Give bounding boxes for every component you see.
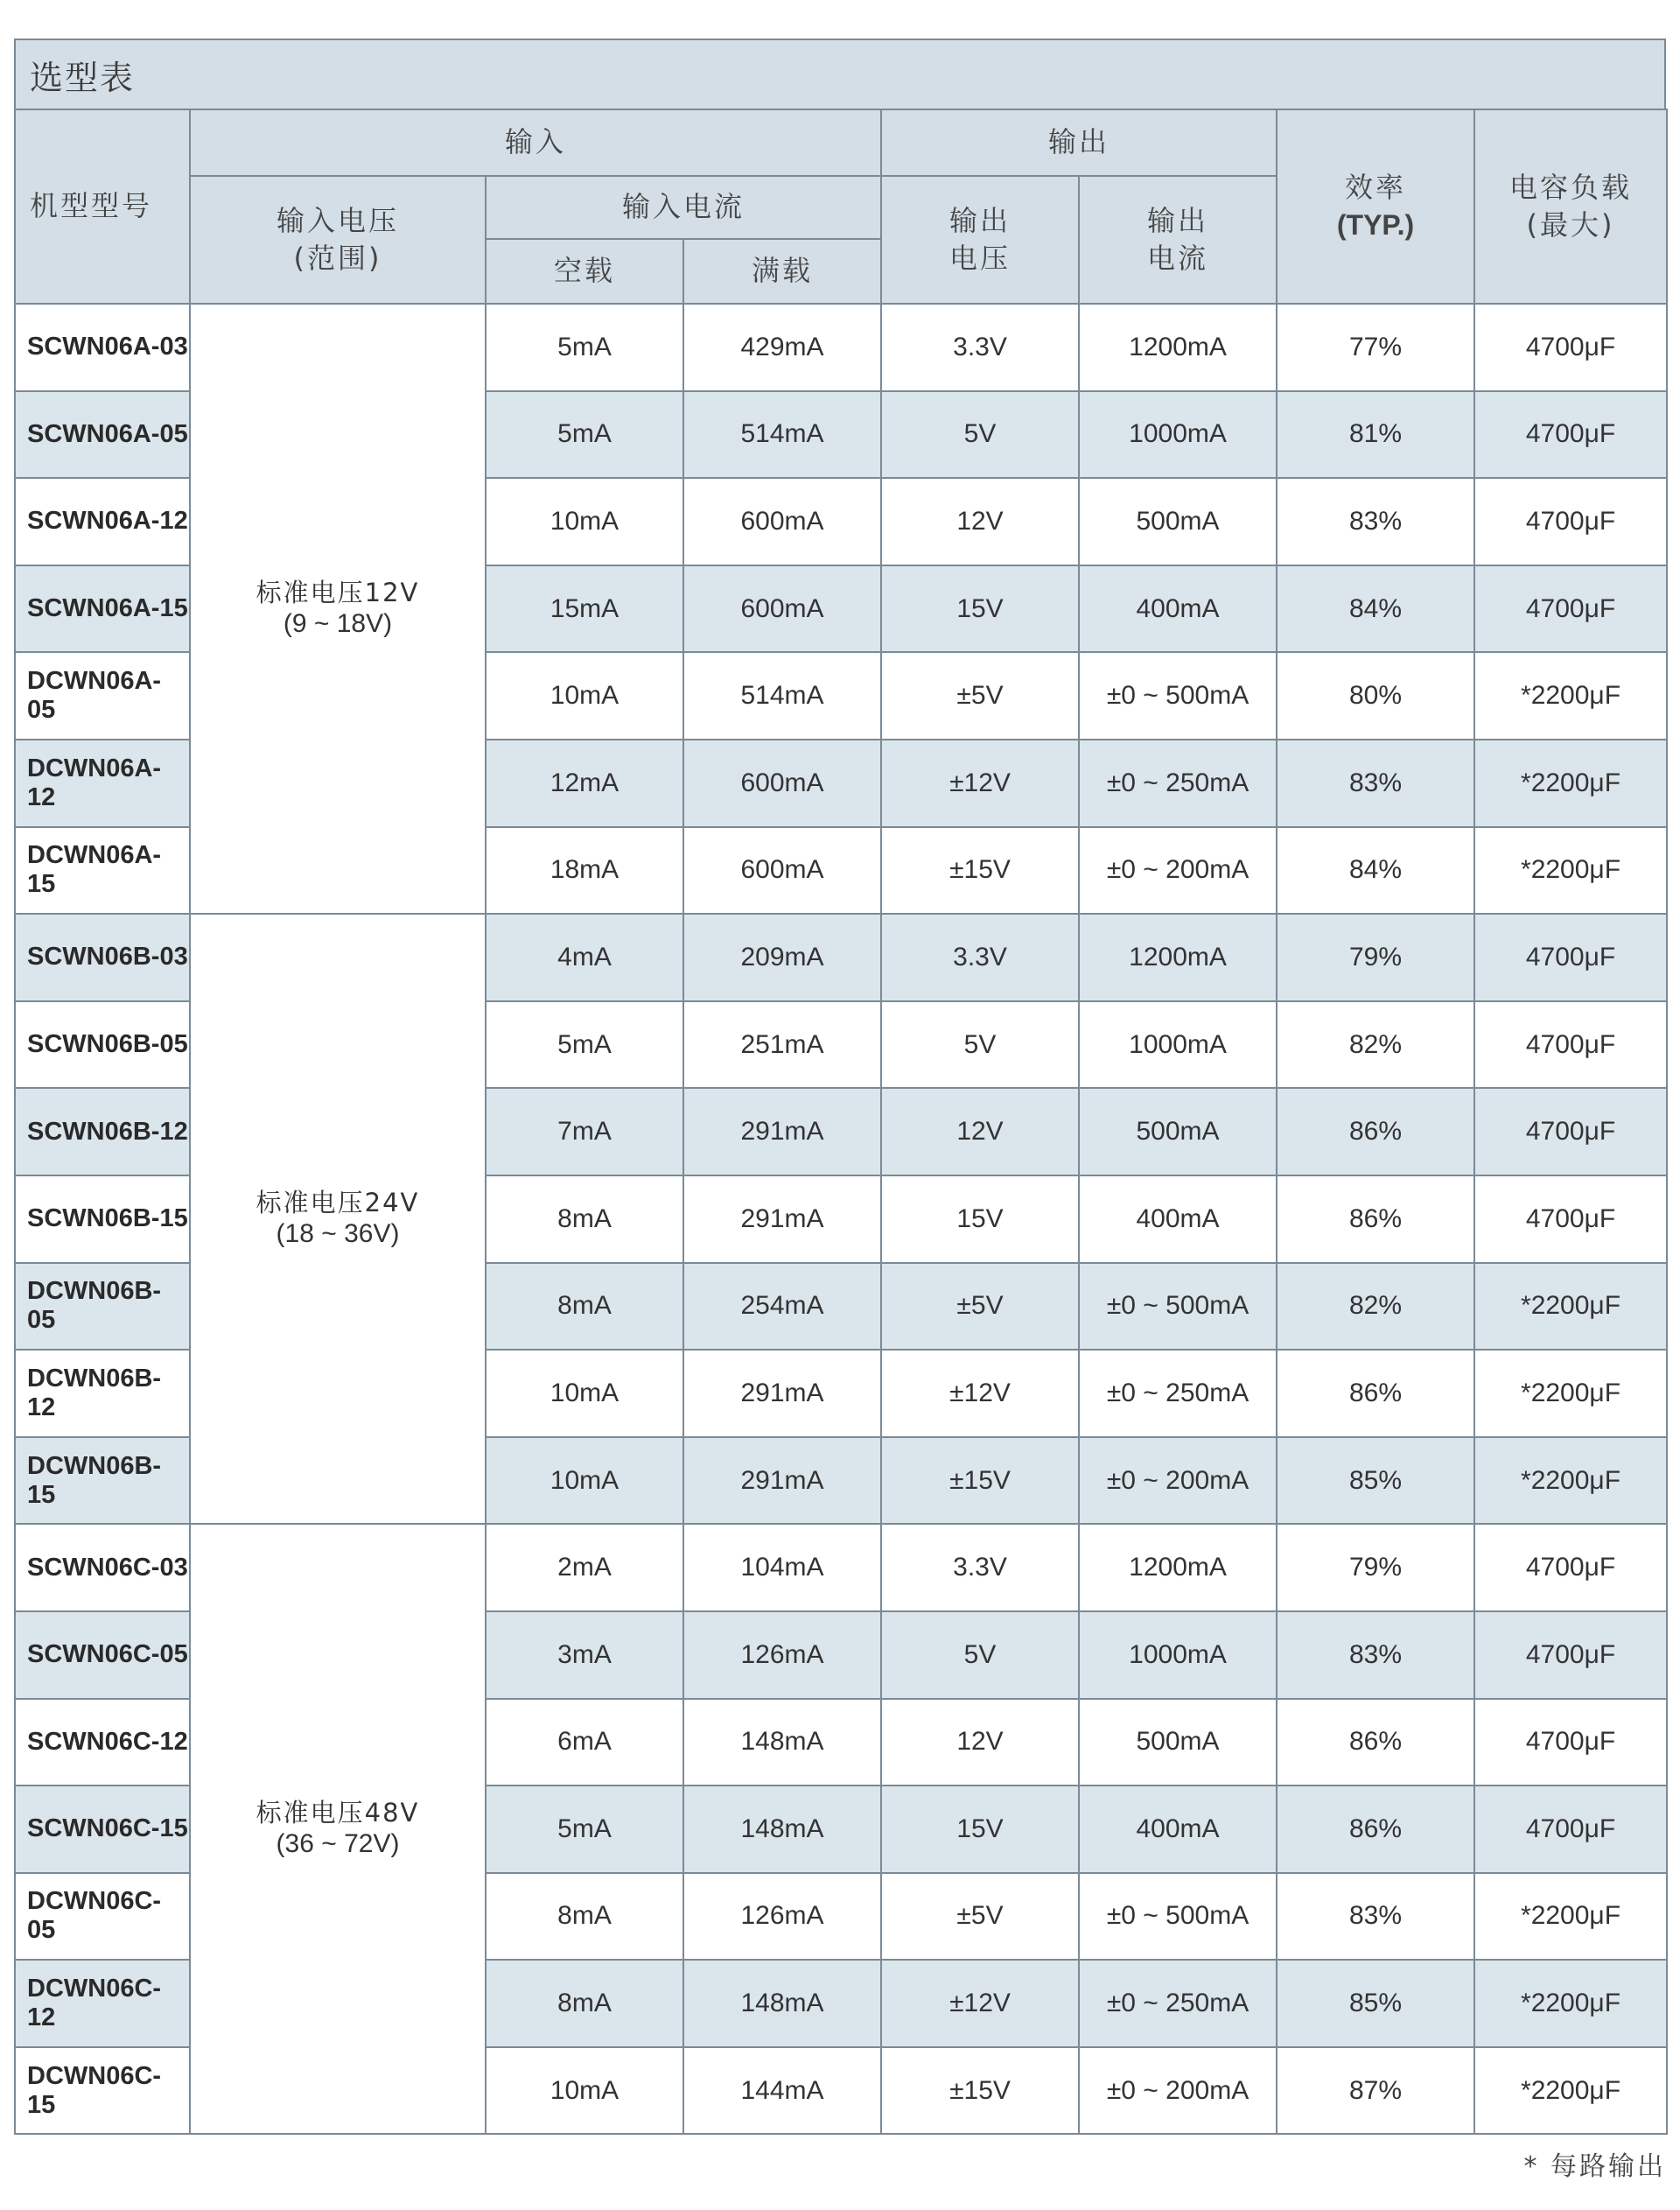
efficiency-cell: 85% — [1277, 1960, 1474, 2047]
efficiency-cell: 83% — [1277, 1611, 1474, 1699]
output-voltage-cell: ±5V — [881, 652, 1079, 740]
header-output-current-line2: 电流 — [1147, 242, 1209, 275]
header-output-current-line1: 输出 — [1147, 203, 1209, 237]
cap-load-cell: *2200μF — [1474, 1263, 1667, 1351]
output-voltage-cell: ±12V — [881, 1960, 1079, 2047]
header-model: 机型型号 — [15, 109, 190, 304]
model-cell: DCWN06B-05 — [15, 1263, 190, 1351]
no-load-cell: 18mA — [486, 827, 683, 915]
cap-load-cell: *2200μF — [1474, 1437, 1667, 1525]
output-voltage-cell: 5V — [881, 1001, 1079, 1089]
cap-load-cell: *2200μF — [1474, 652, 1667, 740]
output-voltage-cell: ±5V — [881, 1873, 1079, 1961]
model-cell: DCWN06C-15 — [15, 2047, 190, 2135]
output-current-cell: 1200mA — [1079, 304, 1277, 391]
model-cell: SCWN06A-15 — [15, 565, 190, 653]
output-voltage-cell: 15V — [881, 1786, 1079, 1873]
efficiency-cell: 79% — [1277, 1524, 1474, 1611]
cap-load-cell: 4700μF — [1474, 1175, 1667, 1263]
output-voltage-cell: 3.3V — [881, 1524, 1079, 1611]
model-cell: SCWN06A-03 — [15, 304, 190, 391]
table-title-bar — [14, 39, 1666, 109]
output-current-cell: 1000mA — [1079, 1611, 1277, 1699]
header-input-voltage-sub: (范围) — [293, 242, 382, 275]
model-cell: DCWN06C-12 — [15, 1960, 190, 2047]
efficiency-cell: 84% — [1277, 565, 1474, 653]
input-voltage-range-value: (9 ~ 18V) — [283, 608, 393, 638]
header-output-voltage — [881, 176, 1079, 304]
cap-load-cell: *2200μF — [1474, 1350, 1667, 1437]
header-input-voltage-label: 输入电压 — [276, 203, 399, 237]
output-current-cell: ±0 ~ 500mA — [1079, 1263, 1277, 1351]
output-voltage-cell: 12V — [881, 1088, 1079, 1175]
table-row — [15, 914, 1667, 1001]
input-voltage-range-label: 标准电压12V — [256, 578, 420, 608]
no-load-cell: 10mA — [486, 2047, 683, 2135]
full-load-cell: 148mA — [683, 1786, 881, 1873]
output-voltage-cell: 15V — [881, 1175, 1079, 1263]
cap-load-cell: 4700μF — [1474, 1524, 1667, 1611]
full-load-cell: 291mA — [683, 1088, 881, 1175]
no-load-cell: 5mA — [486, 304, 683, 391]
no-load-cell: 8mA — [486, 1960, 683, 2047]
output-voltage-cell: ±15V — [881, 2047, 1079, 2135]
efficiency-cell: 87% — [1277, 2047, 1474, 2135]
output-voltage-cell: ±12V — [881, 1350, 1079, 1437]
cap-load-cell: 4700μF — [1474, 391, 1667, 479]
header-cap-load-sub: (最大) — [1526, 208, 1615, 242]
no-load-cell: 15mA — [486, 565, 683, 653]
cap-load-cell: *2200μF — [1474, 2047, 1667, 2135]
full-load-cell: 600mA — [683, 827, 881, 915]
cap-load-cell: 4700μF — [1474, 1001, 1667, 1089]
no-load-cell: 5mA — [486, 391, 683, 479]
full-load-cell: 291mA — [683, 1175, 881, 1263]
efficiency-cell: 86% — [1277, 1350, 1474, 1437]
model-cell: SCWN06C-05 — [15, 1611, 190, 1699]
no-load-cell: 8mA — [486, 1175, 683, 1263]
header-efficiency-label: 效率 — [1345, 170, 1407, 204]
no-load-cell: 4mA — [486, 914, 683, 1001]
cap-load-cell: 4700μF — [1474, 1088, 1667, 1175]
header-input-current: 输入电流 — [486, 176, 881, 239]
output-voltage-cell: 12V — [881, 478, 1079, 565]
header-output-current — [1079, 176, 1277, 304]
header-cap-load — [1474, 109, 1667, 304]
full-load-cell: 600mA — [683, 565, 881, 653]
output-current-cell: ±0 ~ 500mA — [1079, 652, 1277, 740]
output-current-cell: ±0 ~ 250mA — [1079, 1960, 1277, 2047]
header-full-load: 满载 — [683, 239, 881, 304]
full-load-cell: 104mA — [683, 1524, 881, 1611]
header-output-voltage-line1: 输出 — [949, 203, 1012, 237]
header-efficiency — [1277, 109, 1474, 304]
model-cell: SCWN06C-15 — [15, 1786, 190, 1873]
selection-table — [14, 109, 1668, 2135]
efficiency-cell: 86% — [1277, 1175, 1474, 1263]
full-load-cell: 126mA — [683, 1611, 881, 1699]
efficiency-cell: 83% — [1277, 478, 1474, 565]
model-cell: DCWN06A-12 — [15, 740, 190, 827]
no-load-cell: 10mA — [486, 478, 683, 565]
table-row — [15, 304, 1667, 391]
output-current-cell: ±0 ~ 200mA — [1079, 827, 1277, 915]
model-cell: SCWN06A-12 — [15, 478, 190, 565]
model-cell: SCWN06A-05 — [15, 391, 190, 479]
header-output: 输出 — [881, 109, 1277, 176]
model-cell: SCWN06C-03 — [15, 1524, 190, 1611]
input-voltage-range-cell — [190, 914, 486, 1524]
full-load-cell: 148mA — [683, 1960, 881, 2047]
output-voltage-cell: ±12V — [881, 740, 1079, 827]
output-voltage-cell: 15V — [881, 565, 1079, 653]
efficiency-cell: 81% — [1277, 391, 1474, 479]
cap-load-cell: 4700μF — [1474, 478, 1667, 565]
efficiency-cell: 82% — [1277, 1001, 1474, 1089]
output-voltage-cell: ±15V — [881, 1437, 1079, 1525]
output-current-cell: 1200mA — [1079, 914, 1277, 1001]
cap-load-cell: 4700μF — [1474, 1699, 1667, 1786]
table-title: 选型表 — [30, 58, 136, 97]
full-load-cell: 514mA — [683, 652, 881, 740]
header-cap-load-label: 电容负载 — [1509, 170, 1633, 204]
no-load-cell: 3mA — [486, 1611, 683, 1699]
cap-load-cell: *2200μF — [1474, 1873, 1667, 1961]
efficiency-cell: 77% — [1277, 304, 1474, 391]
model-cell: DCWN06B-15 — [15, 1437, 190, 1525]
output-current-cell: ±0 ~ 250mA — [1079, 740, 1277, 827]
model-cell: SCWN06B-05 — [15, 1001, 190, 1089]
header-efficiency-sub: (TYP.) — [1336, 209, 1415, 241]
model-cell: DCWN06C-05 — [15, 1873, 190, 1961]
full-load-cell: 600mA — [683, 478, 881, 565]
efficiency-cell: 86% — [1277, 1699, 1474, 1786]
output-current-cell: 400mA — [1079, 1175, 1277, 1263]
input-voltage-range-cell — [190, 304, 486, 914]
full-load-cell: 514mA — [683, 391, 881, 479]
input-voltage-range-value: (36 ~ 72V) — [276, 1829, 400, 1859]
full-load-cell: 209mA — [683, 914, 881, 1001]
model-cell: SCWN06B-15 — [15, 1175, 190, 1263]
full-load-cell: 251mA — [683, 1001, 881, 1089]
cap-load-cell: 4700μF — [1474, 565, 1667, 653]
efficiency-cell: 79% — [1277, 914, 1474, 1001]
efficiency-cell: 86% — [1277, 1786, 1474, 1873]
no-load-cell: 12mA — [486, 740, 683, 827]
output-current-cell: ±0 ~ 200mA — [1079, 2047, 1277, 2135]
efficiency-cell: 82% — [1277, 1263, 1474, 1351]
cap-load-cell: 4700μF — [1474, 304, 1667, 391]
output-current-cell: ±0 ~ 500mA — [1079, 1873, 1277, 1961]
output-current-cell: 1000mA — [1079, 391, 1277, 479]
output-current-cell: 1200mA — [1079, 1524, 1277, 1611]
output-voltage-cell: 5V — [881, 391, 1079, 479]
efficiency-cell: 80% — [1277, 652, 1474, 740]
table-body — [15, 304, 1667, 2134]
model-cell: SCWN06B-03 — [15, 914, 190, 1001]
table-row — [15, 1524, 1667, 1611]
output-voltage-cell: ±15V — [881, 827, 1079, 915]
model-cell: SCWN06C-12 — [15, 1699, 190, 1786]
model-cell: DCWN06A-05 — [15, 652, 190, 740]
table-header — [15, 109, 1667, 304]
output-current-cell: 1000mA — [1079, 1001, 1277, 1089]
output-current-cell: 500mA — [1079, 1699, 1277, 1786]
header-output-voltage-line2: 电压 — [949, 242, 1012, 275]
full-load-cell: 144mA — [683, 2047, 881, 2135]
model-cell: DCWN06B-12 — [15, 1350, 190, 1437]
no-load-cell: 6mA — [486, 1699, 683, 1786]
cap-load-cell: 4700μF — [1474, 914, 1667, 1001]
selection-table-page — [14, 39, 1666, 2135]
full-load-cell: 126mA — [683, 1873, 881, 1961]
cap-load-cell: *2200μF — [1474, 740, 1667, 827]
full-load-cell: 291mA — [683, 1437, 881, 1525]
cap-load-cell: *2200μF — [1474, 1960, 1667, 2047]
input-voltage-range-value: (18 ~ 36V) — [276, 1219, 400, 1249]
output-current-cell: 500mA — [1079, 478, 1277, 565]
output-voltage-cell: 5V — [881, 1611, 1079, 1699]
no-load-cell: 2mA — [486, 1524, 683, 1611]
full-load-cell: 429mA — [683, 304, 881, 391]
efficiency-cell: 85% — [1277, 1437, 1474, 1525]
output-current-cell: ±0 ~ 250mA — [1079, 1350, 1277, 1437]
no-load-cell: 10mA — [486, 1437, 683, 1525]
output-voltage-cell: ±5V — [881, 1263, 1079, 1351]
no-load-cell: 8mA — [486, 1263, 683, 1351]
no-load-cell: 8mA — [486, 1873, 683, 1961]
cap-load-cell: *2200μF — [1474, 827, 1667, 915]
header-no-load: 空载 — [486, 239, 683, 304]
model-cell: DCWN06A-15 — [15, 827, 190, 915]
no-load-cell: 10mA — [486, 652, 683, 740]
full-load-cell: 254mA — [683, 1263, 881, 1351]
no-load-cell: 7mA — [486, 1088, 683, 1175]
full-load-cell: 291mA — [683, 1350, 881, 1437]
cap-load-cell: 4700μF — [1474, 1786, 1667, 1873]
efficiency-cell: 83% — [1277, 1873, 1474, 1961]
efficiency-cell: 86% — [1277, 1088, 1474, 1175]
output-current-cell: 400mA — [1079, 565, 1277, 653]
footnote: * 每路输出 — [1523, 2151, 1666, 2182]
no-load-cell: 5mA — [486, 1001, 683, 1089]
input-voltage-range-cell — [190, 1524, 486, 2134]
model-cell: SCWN06B-12 — [15, 1088, 190, 1175]
output-voltage-cell: 3.3V — [881, 304, 1079, 391]
header-input: 输入 — [190, 109, 881, 176]
output-current-cell: 500mA — [1079, 1088, 1277, 1175]
cap-load-cell: 4700μF — [1474, 1611, 1667, 1699]
efficiency-cell: 84% — [1277, 827, 1474, 915]
full-load-cell: 600mA — [683, 740, 881, 827]
no-load-cell: 10mA — [486, 1350, 683, 1437]
efficiency-cell: 83% — [1277, 740, 1474, 827]
full-load-cell: 148mA — [683, 1699, 881, 1786]
input-voltage-range-label: 标准电压24V — [256, 1188, 420, 1218]
output-current-cell: 400mA — [1079, 1786, 1277, 1873]
input-voltage-range-label: 标准电压48V — [256, 1798, 420, 1828]
output-current-cell: ±0 ~ 200mA — [1079, 1437, 1277, 1525]
output-voltage-cell: 12V — [881, 1699, 1079, 1786]
no-load-cell: 5mA — [486, 1786, 683, 1873]
output-voltage-cell: 3.3V — [881, 914, 1079, 1001]
header-input-voltage — [190, 176, 486, 304]
